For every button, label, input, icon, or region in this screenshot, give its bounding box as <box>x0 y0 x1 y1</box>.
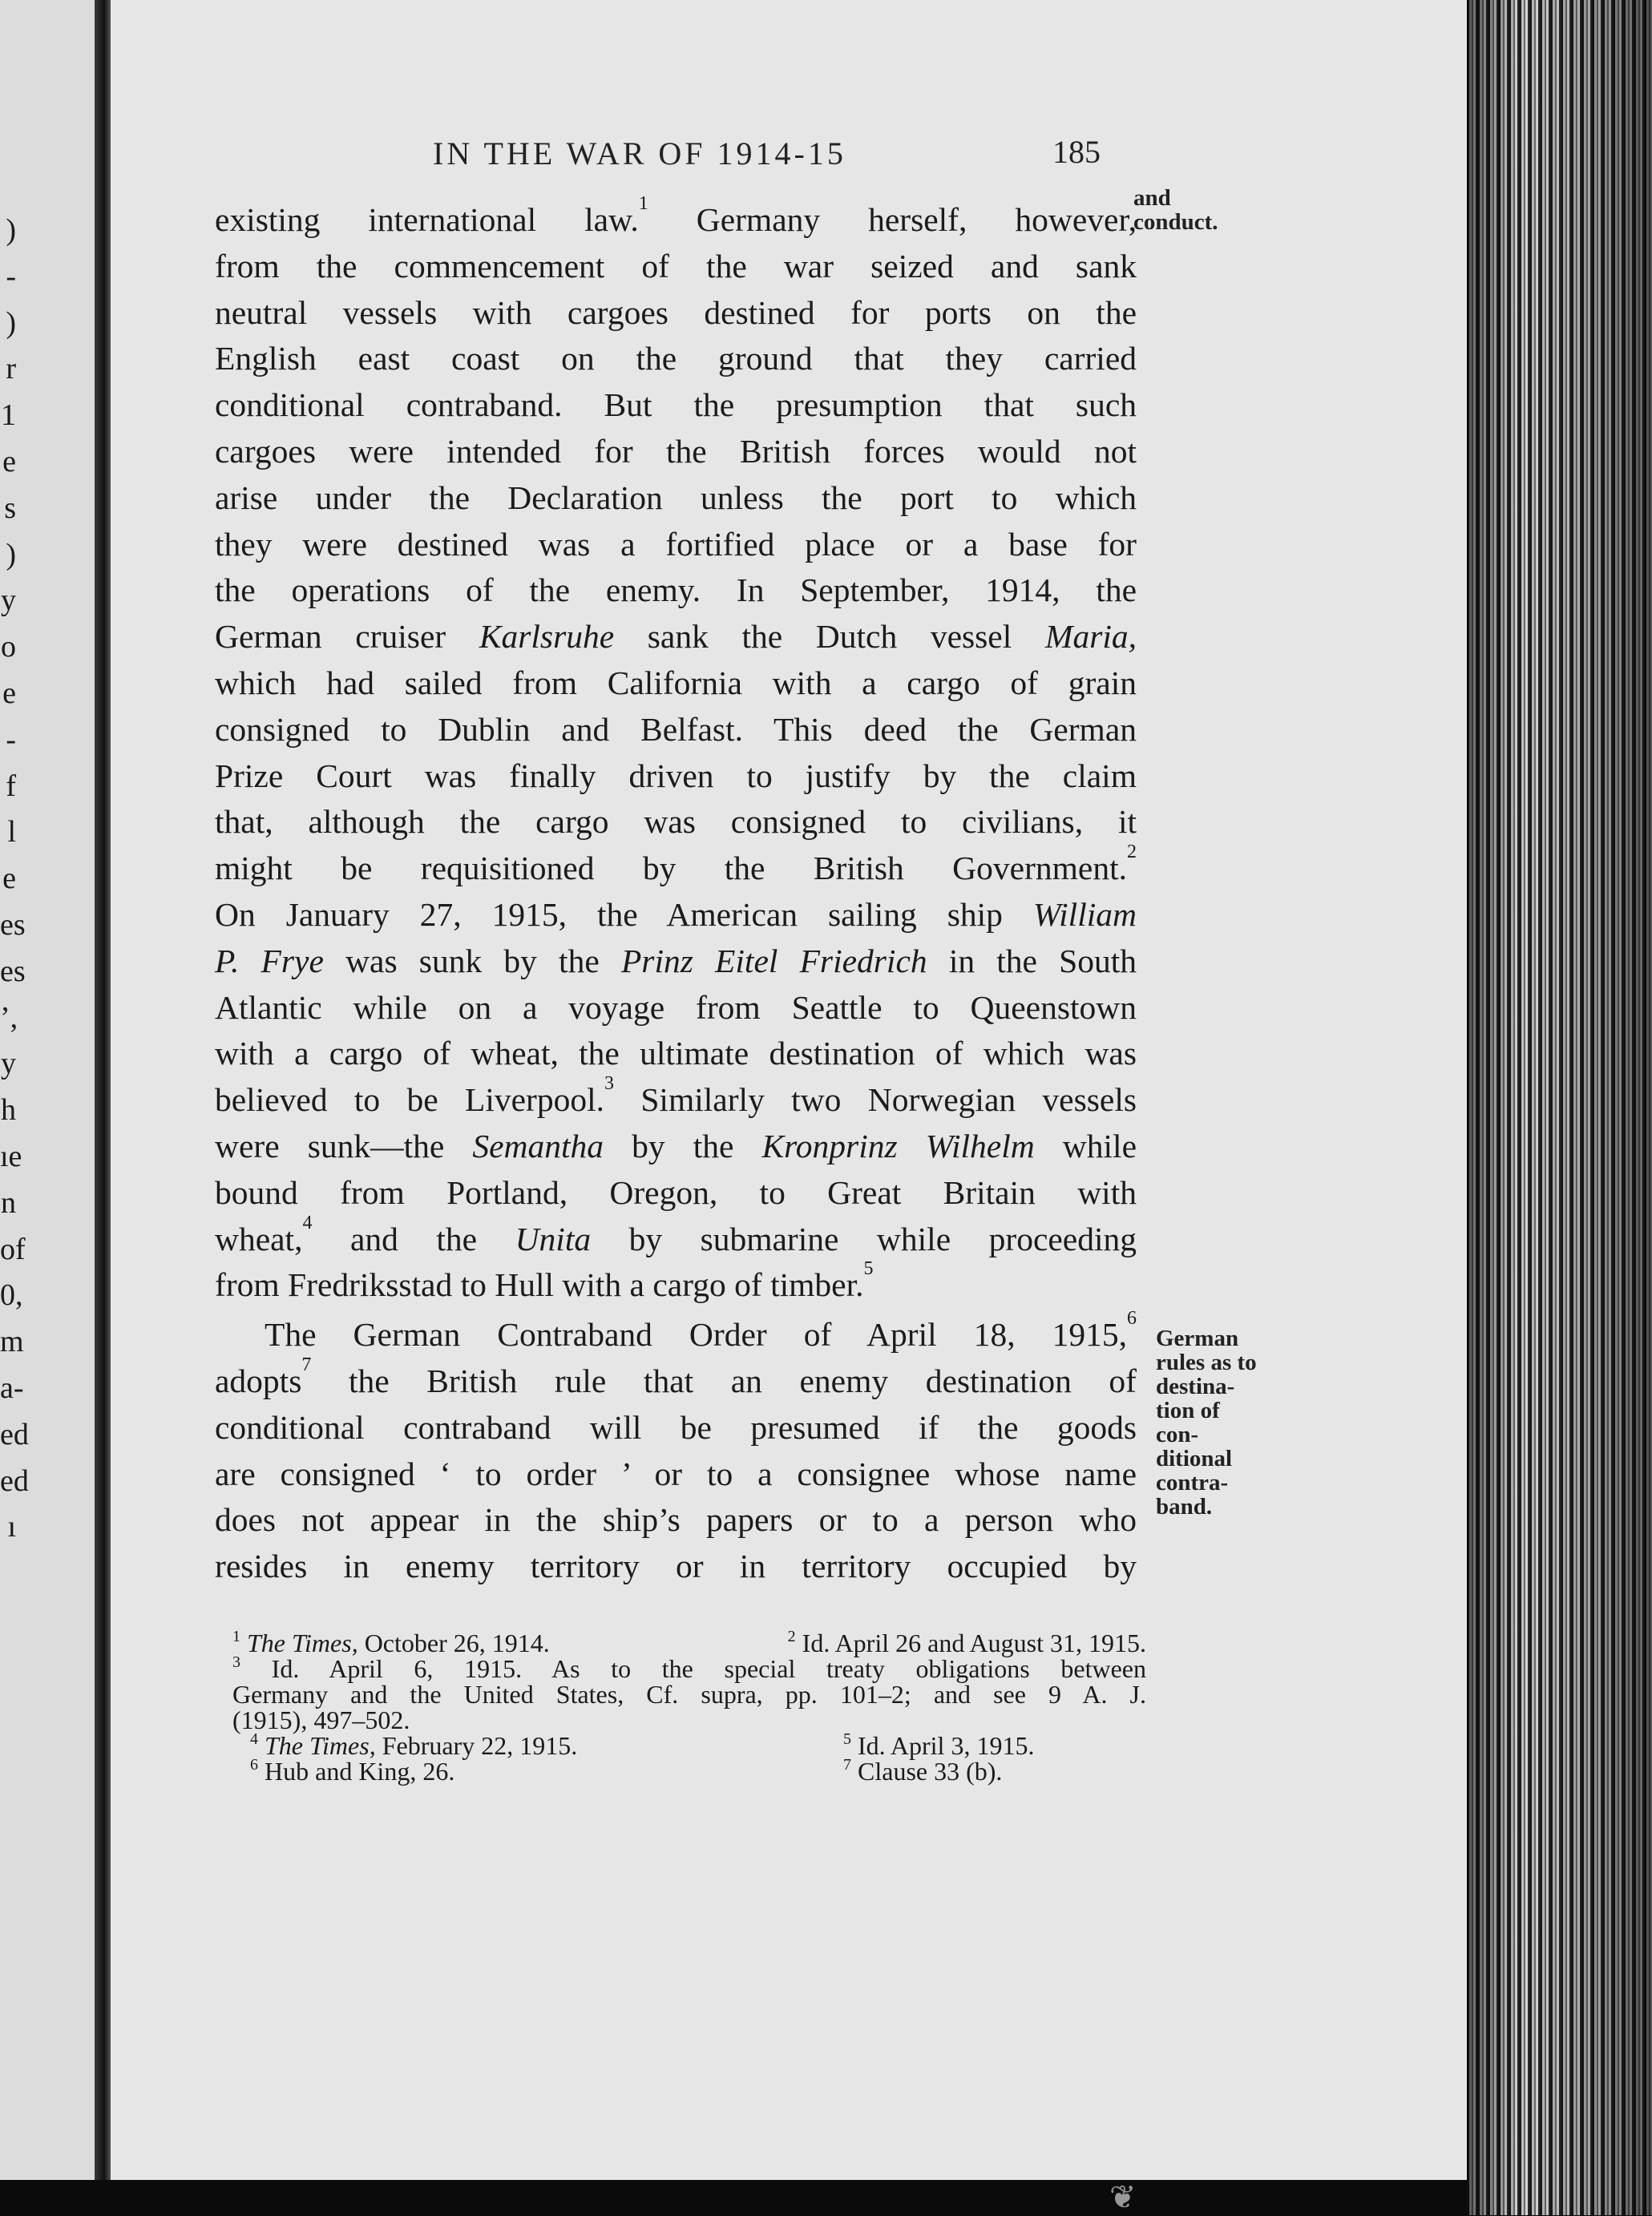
margin-note-line: destina- <box>1156 1374 1235 1399</box>
text-line: bound from Portland, Oregon, to Great Britain with <box>215 1173 1137 1211</box>
footnote-ref: 7 <box>301 1354 312 1375</box>
text-line: resides in enemy territory or in territory occupied by <box>215 1548 1137 1585</box>
previous-page-stub: ’, <box>0 1000 18 1035</box>
text-line: P. Frye was sunk by the Prinz Eitel Friedrich in the South <box>215 942 1137 979</box>
text-line: On January 27, 1915, the American sailing ship William <box>215 895 1137 933</box>
page-gutter <box>95 0 111 2215</box>
text-line: cargoes were intended for the British forces would not <box>215 432 1137 470</box>
previous-page-stub: o <box>1 630 16 664</box>
paragraph <box>215 1308 1137 1590</box>
ship-name: Maria, <box>1044 618 1137 656</box>
footnotes <box>232 1630 1146 1784</box>
body-text <box>215 193 1137 1590</box>
footnote-7: $^7$ Clause 33 (b). <box>843 1756 1003 1786</box>
footnote-ref: 3 <box>604 1073 615 1095</box>
previous-page-stub: e <box>2 445 16 478</box>
footnote-4: $^4$ The Times, February 22, 1915. <box>250 1730 578 1760</box>
text-line: consigned to Dublin and Belfast. This deed the German <box>215 710 1137 748</box>
paragraph <box>215 193 1137 1309</box>
margin-note-line: ditional <box>1156 1446 1233 1471</box>
footnote-5: $^5$ Id. April 3, 1915. <box>843 1730 1035 1760</box>
footnote-3: $^3$ Id. April 6, 1915. As to the special treaty obligations between <box>232 1653 1146 1683</box>
footnote-2: $^2$ Id. April 26 and August 31, 1915. <box>787 1628 1146 1657</box>
margin-note-line: rules as to <box>1156 1350 1257 1375</box>
text-line: neutral vessels with cargoes destined for ports on the <box>215 293 1137 331</box>
margin-note-line: con- <box>1156 1422 1199 1447</box>
previous-page-stub: ed <box>0 1463 29 1498</box>
margin-note-line: conduct. <box>1133 209 1218 235</box>
text-line: Atlantic while on a voyage from Seattle to Queenstown <box>215 988 1137 1026</box>
previous-page-stub: of <box>0 1232 26 1266</box>
previous-page-stub: l <box>7 815 16 850</box>
running-head: IN THE WAR OF 1914-15 <box>433 135 846 172</box>
footnote-row <box>232 1730 1146 1760</box>
margin-note-line: German <box>1156 1326 1239 1351</box>
previous-page-stub: y <box>1 1047 16 1081</box>
text-line: adopts$^7$ the British rule that an enemy destination of <box>215 1354 1137 1399</box>
text-line: might be requisitioned by the British Government.$^2$ <box>215 842 1137 887</box>
text-line: conditional contraband. But the presumption that such <box>215 386 1137 424</box>
previous-page-stub: e <box>2 676 16 710</box>
footnote-3-cont: Germany and the United States, Cf. supra, pp. 101–2; and see 9 A. J. <box>232 1680 1146 1709</box>
margin-note-conduct <box>1133 186 1218 234</box>
previous-page-stub: ) <box>6 305 16 340</box>
text-line: were sunk—the Semantha by the Kronprinz Wilhelm while <box>215 1127 1137 1165</box>
text-line: believed to be Liverpool.$^3$ Similarly two Norwegian vessels <box>215 1073 1137 1119</box>
footnote-6: $^6$ Hub and King, 26. <box>250 1756 455 1786</box>
ship-name: Prinz Eitel Friedrich <box>620 942 927 979</box>
ship-name: Semantha <box>472 1127 604 1165</box>
footnote-row <box>232 1630 1146 1656</box>
previous-page-stub: r <box>6 352 16 386</box>
footnote-ref: 2 <box>1127 842 1137 863</box>
previous-page-stub: y <box>1 583 16 618</box>
previous-page-stub: h <box>1 1093 16 1128</box>
text-line: does not appear in the ship’s papers or to a person who <box>215 1501 1137 1539</box>
text-line: The German Contraband Order of April 18, 1915,$^6$ <box>265 1308 1137 1354</box>
previous-page-stub: 0, <box>0 1278 23 1313</box>
margin-note-german-rules <box>1156 1326 1257 1519</box>
text-line: that, although the cargo was consigned to civilians, it <box>215 803 1137 841</box>
text-line: from Fredriksstad to Hull with a cargo of timber.$^5$ <box>215 1258 874 1304</box>
text-line: they were destined was a fortified place or a base for <box>215 525 1137 563</box>
previous-page-stub: f <box>6 769 16 803</box>
previous-page-stub: - <box>6 722 16 757</box>
previous-page-stub: 1 <box>1 398 16 433</box>
text-line: which had sailed from California with a cargo of grain <box>215 664 1137 701</box>
ship-name: P. Frye <box>215 942 324 979</box>
ship-name: Unita <box>515 1220 592 1257</box>
previous-page-stub: ıe <box>0 1140 22 1173</box>
footnote-ref: 6 <box>1127 1308 1137 1330</box>
previous-page-stub: s <box>4 490 16 525</box>
scan-bottom-border <box>0 2180 1467 2215</box>
text-line: arise under the Declaration unless the port to which <box>215 478 1137 516</box>
margin-note-line: band. <box>1156 1494 1213 1520</box>
previous-page-stub: m <box>0 1325 24 1359</box>
previous-page-stub: e <box>2 862 16 896</box>
footnote-ref: 4 <box>302 1212 313 1233</box>
previous-page-stub: es <box>0 908 26 942</box>
footnote-3-cont: (1915), 497–502. <box>232 1705 410 1734</box>
ship-name: Kronprinz Wilhelm <box>761 1127 1035 1165</box>
previous-page-stub: ı <box>7 1510 16 1544</box>
text-line: German cruiser Karlsruhe sank the Dutch vessel Maria, <box>215 618 1137 656</box>
page-number: 185 <box>1052 134 1101 170</box>
text-line: from the commencement of the war seized and sank <box>215 247 1137 285</box>
footnote-ref: 5 <box>863 1258 874 1280</box>
previous-page-stub: es <box>0 954 26 988</box>
book-block-edge <box>1467 0 1652 2215</box>
margin-note-line: contra- <box>1156 1470 1229 1495</box>
margin-note-line: and <box>1133 185 1171 211</box>
text-line: wheat,$^4$ and the Unita by submarine while proceeding <box>215 1212 1137 1257</box>
footnote-1: $^1$ The Times, October 26, 1914. <box>232 1628 550 1657</box>
text-line: conditional contraband will be presumed if the goods <box>215 1408 1137 1446</box>
margin-note-line: tion of <box>1156 1398 1220 1423</box>
previous-page-stub: - <box>6 259 16 293</box>
text-line: the operations of the enemy. In September, 1914, the <box>215 571 1137 609</box>
text-line: English east coast on the ground that they carried <box>215 340 1137 377</box>
previous-page-stub: ) <box>6 213 16 247</box>
previous-page-stub: a- <box>0 1371 24 1405</box>
text-line: are consigned ‘ to order ’ or to a consignee whose name <box>215 1455 1137 1492</box>
ship-name: Karlsruhe <box>479 618 615 656</box>
footnote-row <box>232 1758 1146 1784</box>
ship-name: William <box>1032 895 1137 933</box>
previous-page-stub: ) <box>6 537 16 571</box>
footnote-ref: 1 <box>638 193 648 214</box>
text-line: existing international law.$^1$ Germany herself, however, <box>215 193 1137 238</box>
scan-mark: ❦ <box>1109 2179 1137 2215</box>
previous-page-stub: n <box>1 1185 16 1220</box>
text-line: with a cargo of wheat, the ultimate destination of which was <box>215 1035 1137 1072</box>
text-line: Prize Court was finally driven to justify by the claim <box>215 757 1137 794</box>
previous-page-stub: ed <box>0 1417 29 1451</box>
